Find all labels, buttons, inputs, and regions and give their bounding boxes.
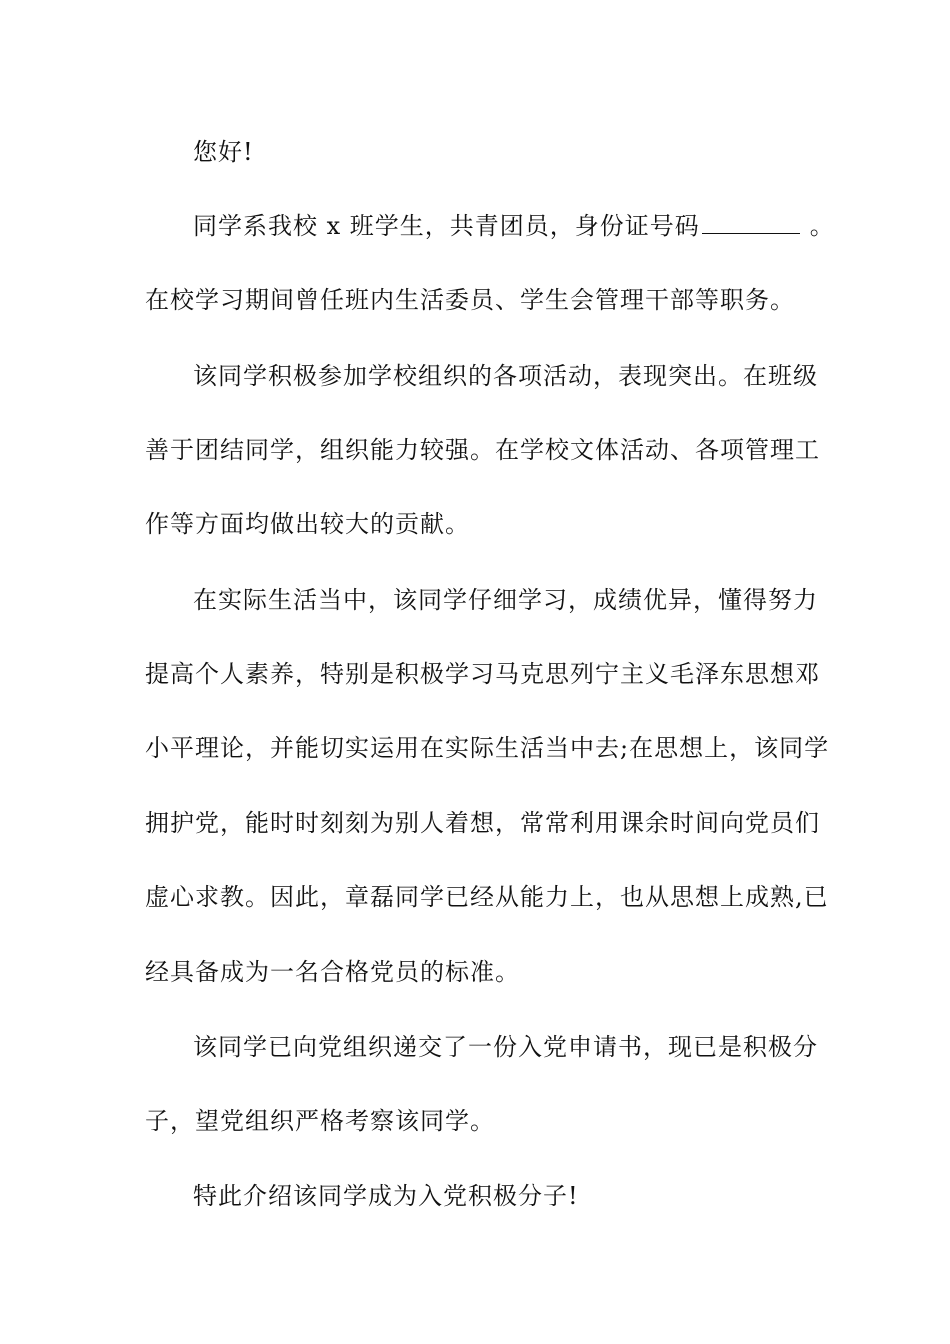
paragraph-3-line-6: 经具备成为一名合格党员的标准。 [145,958,520,986]
paragraph-3-line-1: 在实际生活当中，该同学仔细学习，成绩优异，懂得努力 [193,586,818,614]
id-number-blank [702,215,800,234]
closing-line: 特此介绍该同学成为入党积极分子! [193,1182,579,1210]
paragraph-4-line-2: 子，望党组织严格考察该同学。 [145,1107,495,1135]
paragraph-3-line-4: 拥护党，能时时刻刻为别人着想，常常利用课余时间向党员们 [145,809,820,837]
paragraph-1-line-1 [193,211,835,241]
paragraph-1-line-2: 在校学习期间曾任班内生活委员、学生会管理干部等职务。 [145,286,795,314]
greeting-line: 您好! [193,138,254,166]
paragraph-2-line-2: 善于团结同学，组织能力较强。在学校文体活动、各项管理工 [145,436,820,464]
paragraph-3-line-3: 小平理论，并能切实运用在实际生活当中去;在思想上，该同学 [145,734,830,762]
paragraph-1-line-1-end: 。 [809,212,835,240]
paragraph-2-line-1: 该同学积极参加学校组织的各项活动，表现突出。在班级 [193,362,818,390]
paragraph-1-line-1-text: 同学系我校 x 班学生，共青团员，身份证号码 [193,212,700,240]
paragraph-3-line-2: 提高个人素养，特别是积极学习马克思列宁主义毛泽东思想邓 [145,660,820,688]
paragraph-2-line-3: 作等方面均做出较大的贡献。 [145,510,470,538]
paragraph-4-line-1: 该同学已向党组织递交了一份入党申请书，现已是积极分 [193,1033,818,1061]
paragraph-3-line-5: 虚心求教。因此，章磊同学已经从能力上，也从思想上成熟,已 [145,883,829,911]
